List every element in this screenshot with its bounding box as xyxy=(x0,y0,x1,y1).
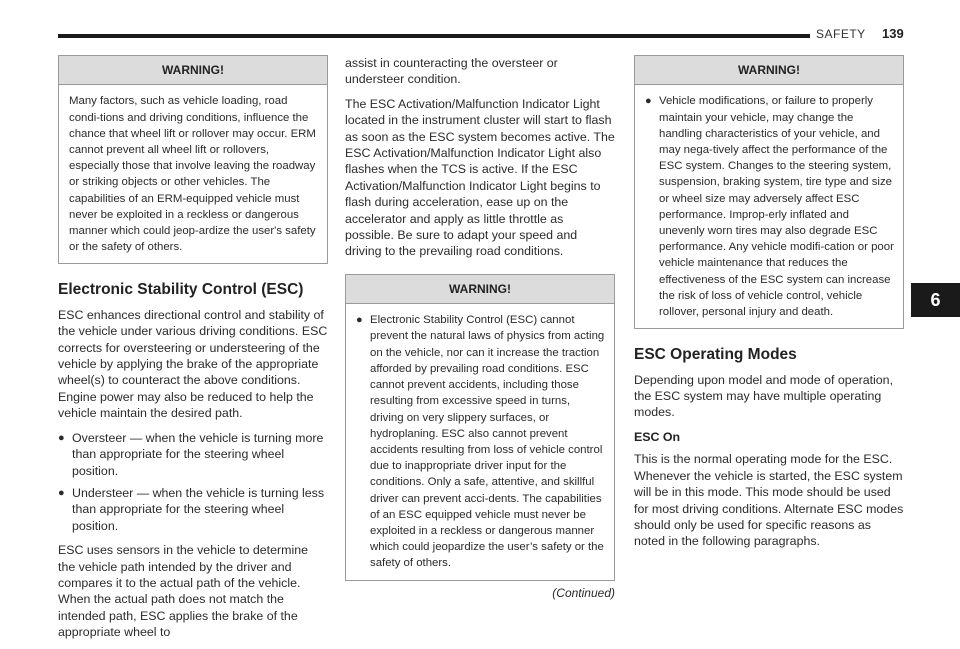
bullet-icon: ● xyxy=(58,431,65,444)
chapter-tab: 6 xyxy=(911,283,960,317)
column-1 xyxy=(58,55,328,649)
warning-bullet xyxy=(645,93,895,320)
section-heading-esc: Electronic Stability Control (ESC) xyxy=(58,281,304,299)
warning-title: WARNING! xyxy=(346,275,614,304)
warning-box-esc xyxy=(345,274,615,581)
warning-title: WARNING! xyxy=(635,56,903,85)
paragraph: This is the normal operating mode for the ESC. Whenever the vehicle is started, the ESC system will be in this mode. This mode should be used for most driving conditions. Alternate ESC modes should only be used for specific reasons as noted in the following paragraphs. xyxy=(634,452,904,549)
warning-box-modifications xyxy=(634,55,904,329)
column-3 xyxy=(634,55,904,558)
warning-box-erm xyxy=(58,55,328,264)
warning-title: WARNING! xyxy=(59,56,327,85)
warning-text: Vehicle modifications, or failure to properly maintain your vehicle, may change the handling characteristics of your vehicle, and may nega-tively affect the performance of the ESC system. Changes to the steering system, suspension, braking system, tire type and size or wheel size may adversely affect ESC performance. Improp-erly inflated and unevenly worn tires may also degrade ESC performance. Any vehicle modifi-cation or poor vehicle maintenance that reduces the effectiveness of the ESC system can increase the risk of loss of vehicle control, vehicle rollover, personal injury and death. xyxy=(659,95,894,319)
warning-body xyxy=(635,85,903,328)
warning-text: Electronic Stability Control (ESC) cannot prevent the natural laws of physics from acting on the vehicle, nor can it increase the traction afforded by prevailing road conditions. ESC cannot prevent accidents, including those resulting from excessive speed in turns, driving on very slippery surfaces, or hydroplaning. ESC also cannot prevent accidents resulting from loss of vehicle control due to inappropriate driver input for the conditions. Only a safe, attentive, and skillful driver can prevent acci-dents. The capabilities of an ESC equipped vehicle must never be exploited in a reckless or dangerous manner which could jeopardize the user’s safety or the safety of others. xyxy=(370,314,605,570)
continued-label: (Continued) xyxy=(552,585,615,600)
bullet-icon: ● xyxy=(645,95,652,108)
list-item-text: Oversteer — when the vehicle is turning more than appropriate for the steering wheel position. xyxy=(72,430,324,478)
list-item xyxy=(58,430,328,479)
paragraph: ESC uses sensors in the vehicle to determine the vehicle path intended by the driver and compares it to the actual path of the vehicle. When the actual path does not match the intended path, ESC applies the brake of the appropriate wheel to xyxy=(58,543,309,640)
header-rule xyxy=(58,34,810,38)
list-item xyxy=(58,485,328,534)
section-title: SAFETY xyxy=(816,27,866,41)
paragraph: Depending upon model and mode of operation, the ESC system may have multiple operating modes. xyxy=(634,372,894,420)
bullet-icon: ● xyxy=(356,314,363,327)
column-2 xyxy=(345,55,615,601)
list-item-text: Understeer — when the vehicle is turning less than appropriate for the steering wheel position. xyxy=(72,485,325,533)
warning-text: Many factors, such as vehicle loading, road condi-tions and driving conditions, influence the chance that wheel lift or rollover may occur. ERM cannot prevent all wheel lift or rollovers, especially those that involve leaving the roadway or striking objects or other vehicles. The capabilities of an ERM-equipped vehicle must never be exploited in a reckless or dangerous manner which could jeop-ardize the user's safety or the safety of others. xyxy=(69,95,316,254)
warning-body xyxy=(346,304,614,579)
paragraph: assist in counteracting the oversteer or understeer condition. xyxy=(345,56,558,87)
subheading-esc-on: ESC On xyxy=(634,429,681,444)
warning-bullet xyxy=(356,312,606,571)
section-heading-esc-modes: ESC Operating Modes xyxy=(634,346,797,364)
paragraph: The ESC Activation/Malfunction Indicator Light located in the instrument cluster will start to flash as soon as the ESC system becomes active. The ESC Activation/Malfunction Indicator Light also flashes when the TCS is active. If the ESC Activation/Malfunction Indicator Light begins to flash during acceleration, ease up on the accelerator and apply as little throttle as possible. Be sure to adapt your speed and driving to the prevailing road conditions. xyxy=(345,96,615,259)
bullet-list xyxy=(58,430,328,534)
bullet-icon: ● xyxy=(58,486,65,499)
paragraph: ESC enhances directional control and stability of the vehicle under various driving conditions. ESC corrects for oversteering or understeering of the vehicle by applying the brake of the appropriate wheel(s) to counteract the above conditions. Engine power may also be reduced to help the vehicle maintain the desired path. xyxy=(58,307,328,421)
page-number: 139 xyxy=(882,26,904,41)
